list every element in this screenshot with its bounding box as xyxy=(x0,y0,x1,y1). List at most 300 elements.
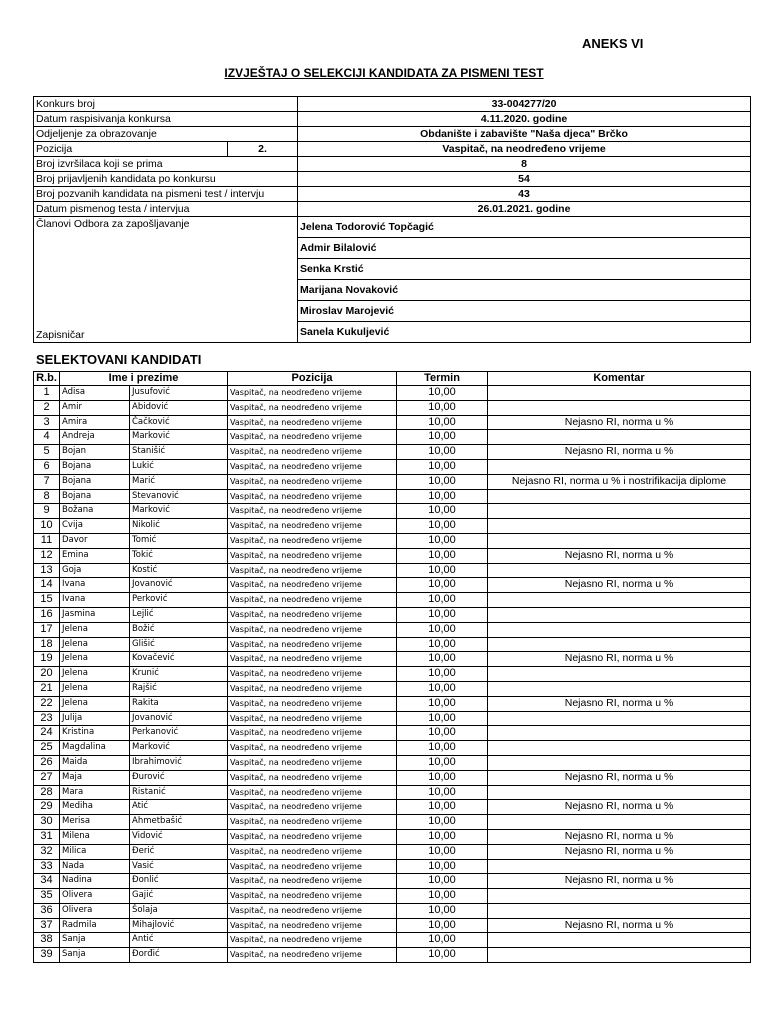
info-row xyxy=(34,202,751,217)
last-name: Mihajlović xyxy=(130,918,228,933)
row-number: 18 xyxy=(34,637,60,652)
termin-cell: 10,00 xyxy=(397,755,488,770)
comment-cell: Nejasno RI, norma u % xyxy=(488,829,751,844)
info-label: Datum raspisivanja konkursa xyxy=(34,112,298,127)
last-name: Božić xyxy=(130,622,228,637)
row-number: 1 xyxy=(34,386,60,401)
first-name: Amira xyxy=(60,415,130,430)
last-name: Marković xyxy=(130,504,228,519)
row-number: 26 xyxy=(34,755,60,770)
info-row xyxy=(34,112,751,127)
info-label: Broj prijavljenih kandidata po konkursu xyxy=(34,172,298,187)
first-name: Maida xyxy=(60,755,130,770)
annex-label: ANEKS VI xyxy=(582,36,644,51)
comment-cell xyxy=(488,755,751,770)
last-name: Kovačević xyxy=(130,652,228,667)
position-cell: Vaspitač, na neodređeno vrijeme xyxy=(228,445,397,460)
row-number: 27 xyxy=(34,770,60,785)
candidates-table xyxy=(33,371,751,963)
last-name: Marković xyxy=(130,741,228,756)
competition-info-table xyxy=(33,96,751,343)
table-row xyxy=(34,889,751,904)
comment-cell xyxy=(488,519,751,534)
last-name: Rakita xyxy=(130,696,228,711)
info-value: Vaspitač, na neodređeno vrijeme xyxy=(298,142,751,157)
termin-cell: 10,00 xyxy=(397,770,488,785)
first-name: Andreja xyxy=(60,430,130,445)
table-row xyxy=(34,933,751,948)
last-name: Jovanović xyxy=(130,578,228,593)
comment-cell: Nejasno RI, norma u % xyxy=(488,445,751,460)
table-row xyxy=(34,563,751,578)
termin-cell: 10,00 xyxy=(397,489,488,504)
position-cell: Vaspitač, na neodređeno vrijeme xyxy=(228,755,397,770)
comment-cell: Nejasno RI, norma u % xyxy=(488,844,751,859)
table-row xyxy=(34,696,751,711)
table-row xyxy=(34,844,751,859)
last-name: Tomić xyxy=(130,533,228,548)
info-value: 43 xyxy=(298,187,751,202)
position-cell: Vaspitač, na neodređeno vrijeme xyxy=(228,948,397,963)
termin-cell: 10,00 xyxy=(397,504,488,519)
first-name: Jelena xyxy=(60,637,130,652)
comment-cell xyxy=(488,667,751,682)
table-row xyxy=(34,430,751,445)
first-name: Jasmina xyxy=(60,607,130,622)
position-cell: Vaspitač, na neodređeno vrijeme xyxy=(228,889,397,904)
last-name: Đorđić xyxy=(130,948,228,963)
first-name: Nadina xyxy=(60,874,130,889)
info-label: Konkurs broj xyxy=(34,97,298,112)
termin-cell: 10,00 xyxy=(397,726,488,741)
position-cell: Vaspitač, na neodređeno vrijeme xyxy=(228,874,397,889)
last-name: Stanišić xyxy=(130,445,228,460)
table-row xyxy=(34,667,751,682)
position-cell: Vaspitač, na neodređeno vrijeme xyxy=(228,519,397,534)
first-name: Maja xyxy=(60,770,130,785)
first-name: Nada xyxy=(60,859,130,874)
position-cell: Vaspitač, na neodređeno vrijeme xyxy=(228,859,397,874)
position-cell: Vaspitač, na neodređeno vrijeme xyxy=(228,815,397,830)
table-row xyxy=(34,637,751,652)
table-row xyxy=(34,918,751,933)
comment-cell xyxy=(488,607,751,622)
position-cell: Vaspitač, na neodređeno vrijeme xyxy=(228,607,397,622)
table-row xyxy=(34,785,751,800)
first-name: Ivana xyxy=(60,593,130,608)
termin-cell: 10,00 xyxy=(397,548,488,563)
last-name: Marković xyxy=(130,430,228,445)
comment-cell xyxy=(488,726,751,741)
termin-cell: 10,00 xyxy=(397,622,488,637)
comment-cell xyxy=(488,681,751,696)
table-row xyxy=(34,459,751,474)
comment-cell xyxy=(488,593,751,608)
first-name: Emina xyxy=(60,548,130,563)
info-value: 4.11.2020. godine xyxy=(298,112,751,127)
position-cell: Vaspitač, na neodređeno vrijeme xyxy=(228,800,397,815)
row-number: 24 xyxy=(34,726,60,741)
first-name: Goja xyxy=(60,563,130,578)
row-number: 12 xyxy=(34,548,60,563)
table-row xyxy=(34,533,751,548)
comment-cell: Nejasno RI, norma u % xyxy=(488,652,751,667)
last-name: Glišić xyxy=(130,637,228,652)
first-name: Bojana xyxy=(60,459,130,474)
recorder-label: Zapisničar xyxy=(34,322,298,343)
termin-cell: 10,00 xyxy=(397,844,488,859)
position-cell: Vaspitač, na neodređeno vrijeme xyxy=(228,726,397,741)
table-row xyxy=(34,622,751,637)
comment-cell xyxy=(488,504,751,519)
info-row xyxy=(34,172,751,187)
termin-cell: 10,00 xyxy=(397,696,488,711)
table-row xyxy=(34,903,751,918)
table-row xyxy=(34,445,751,460)
first-name: Magdalina xyxy=(60,741,130,756)
termin-cell: 10,00 xyxy=(397,874,488,889)
row-number: 14 xyxy=(34,578,60,593)
table-row xyxy=(34,948,751,963)
last-name: Đerić xyxy=(130,844,228,859)
last-name: Perković xyxy=(130,593,228,608)
position-number: 2. xyxy=(228,142,298,157)
info-value: Obdanište i zabavište "Naša djeca" Brčko xyxy=(298,127,751,142)
comment-cell xyxy=(488,815,751,830)
row-number: 9 xyxy=(34,504,60,519)
table-row xyxy=(34,829,751,844)
table-row xyxy=(34,815,751,830)
table-row xyxy=(34,711,751,726)
table-row xyxy=(34,800,751,815)
info-label: Odjeljenje za obrazovanje xyxy=(34,127,298,142)
first-name: Sanja xyxy=(60,933,130,948)
row-number: 11 xyxy=(34,533,60,548)
first-name: Jelena xyxy=(60,622,130,637)
first-name: Jelena xyxy=(60,681,130,696)
termin-cell: 10,00 xyxy=(397,785,488,800)
comment-cell xyxy=(488,889,751,904)
position-cell: Vaspitač, na neodređeno vrijeme xyxy=(228,770,397,785)
info-row xyxy=(34,127,751,142)
committee-label: Članovi Odbora za zapošljavanje xyxy=(34,217,298,322)
first-name: Jelena xyxy=(60,696,130,711)
row-number: 29 xyxy=(34,800,60,815)
row-number: 4 xyxy=(34,430,60,445)
last-name: Abidović xyxy=(130,400,228,415)
termin-cell: 10,00 xyxy=(397,607,488,622)
position-cell: Vaspitač, na neodređeno vrijeme xyxy=(228,667,397,682)
first-name: Bojana xyxy=(60,474,130,489)
first-name: Amir xyxy=(60,400,130,415)
comment-cell xyxy=(488,533,751,548)
comment-cell xyxy=(488,489,751,504)
position-cell: Vaspitač, na neodređeno vrijeme xyxy=(228,741,397,756)
row-number: 22 xyxy=(34,696,60,711)
termin-cell: 10,00 xyxy=(397,563,488,578)
table-row xyxy=(34,755,751,770)
termin-cell: 10,00 xyxy=(397,533,488,548)
recorder-row xyxy=(34,322,751,343)
termin-cell: 10,00 xyxy=(397,637,488,652)
position-cell: Vaspitač, na neodređeno vrijeme xyxy=(228,504,397,519)
first-name: Sanja xyxy=(60,948,130,963)
first-name: Milena xyxy=(60,829,130,844)
termin-cell: 10,00 xyxy=(397,430,488,445)
table-row xyxy=(34,859,751,874)
row-number: 8 xyxy=(34,489,60,504)
position-cell: Vaspitač, na neodređeno vrijeme xyxy=(228,430,397,445)
termin-cell: 10,00 xyxy=(397,800,488,815)
position-cell: Vaspitač, na neodređeno vrijeme xyxy=(228,578,397,593)
comment-cell: Nejasno RI, norma u % xyxy=(488,874,751,889)
first-name: Cvija xyxy=(60,519,130,534)
row-number: 15 xyxy=(34,593,60,608)
info-value: 54 xyxy=(298,172,751,187)
row-number: 17 xyxy=(34,622,60,637)
table-row xyxy=(34,681,751,696)
termin-cell: 10,00 xyxy=(397,829,488,844)
termin-cell: 10,00 xyxy=(397,681,488,696)
termin-cell: 10,00 xyxy=(397,741,488,756)
first-name: Bojan xyxy=(60,445,130,460)
last-name: Krunić xyxy=(130,667,228,682)
candidates-body xyxy=(34,386,751,963)
row-number: 13 xyxy=(34,563,60,578)
last-name: Nikolić xyxy=(130,519,228,534)
position-cell: Vaspitač, na neodređeno vrijeme xyxy=(228,844,397,859)
table-header-row xyxy=(34,372,751,386)
info-label: Pozicija xyxy=(34,142,228,157)
row-number: 37 xyxy=(34,918,60,933)
table-row xyxy=(34,741,751,756)
position-cell: Vaspitač, na neodređeno vrijeme xyxy=(228,829,397,844)
termin-cell: 10,00 xyxy=(397,859,488,874)
last-name: Ahmetbašić xyxy=(130,815,228,830)
first-name: Jelena xyxy=(60,667,130,682)
termin-cell: 10,00 xyxy=(397,667,488,682)
comment-cell xyxy=(488,430,751,445)
row-number: 31 xyxy=(34,829,60,844)
member-row xyxy=(34,217,751,238)
row-number: 3 xyxy=(34,415,60,430)
comment-cell: Nejasno RI, norma u % xyxy=(488,548,751,563)
first-name: Jelena xyxy=(60,652,130,667)
table-row xyxy=(34,607,751,622)
committee-member: Senka Krstić xyxy=(298,259,751,280)
first-name: Ivana xyxy=(60,578,130,593)
info-value: 26.01.2021. godine xyxy=(298,202,751,217)
row-number: 25 xyxy=(34,741,60,756)
table-row xyxy=(34,548,751,563)
row-number: 28 xyxy=(34,785,60,800)
comment-cell: Nejasno RI, norma u % xyxy=(488,415,751,430)
info-label: Broj izvršilaca koji se prima xyxy=(34,157,298,172)
comment-cell: Nejasno RI, norma u % xyxy=(488,770,751,785)
comment-cell xyxy=(488,711,751,726)
position-cell: Vaspitač, na neodređeno vrijeme xyxy=(228,903,397,918)
comment-cell xyxy=(488,637,751,652)
comment-cell: Nejasno RI, norma u % xyxy=(488,918,751,933)
table-row xyxy=(34,593,751,608)
position-cell: Vaspitač, na neodređeno vrijeme xyxy=(228,386,397,401)
info-value: 8 xyxy=(298,157,751,172)
position-cell: Vaspitač, na neodređeno vrijeme xyxy=(228,785,397,800)
table-row xyxy=(34,474,751,489)
last-name: Stevanović xyxy=(130,489,228,504)
row-number: 39 xyxy=(34,948,60,963)
row-number: 2 xyxy=(34,400,60,415)
comment-cell xyxy=(488,903,751,918)
last-name: Kostić xyxy=(130,563,228,578)
first-name: Božana xyxy=(60,504,130,519)
termin-cell: 10,00 xyxy=(397,815,488,830)
table-row xyxy=(34,489,751,504)
termin-cell: 10,00 xyxy=(397,519,488,534)
termin-cell: 10,00 xyxy=(397,933,488,948)
termin-cell: 10,00 xyxy=(397,578,488,593)
row-number: 19 xyxy=(34,652,60,667)
comment-cell xyxy=(488,933,751,948)
termin-cell: 10,00 xyxy=(397,386,488,401)
position-cell: Vaspitač, na neodređeno vrijeme xyxy=(228,548,397,563)
last-name: Jusufović xyxy=(130,386,228,401)
table-row xyxy=(34,415,751,430)
comment-cell xyxy=(488,400,751,415)
first-name: Mara xyxy=(60,785,130,800)
comment-cell xyxy=(488,741,751,756)
row-number: 33 xyxy=(34,859,60,874)
first-name: Milica xyxy=(60,844,130,859)
selected-candidates-heading: SELEKTOVANI KANDIDATI xyxy=(36,352,202,367)
committee-member: Admir Bilalović xyxy=(298,238,751,259)
last-name: Lejlić xyxy=(130,607,228,622)
committee-member: Miroslav Marojević xyxy=(298,301,751,322)
committee-member: Jelena Todorović Topčagić xyxy=(298,217,751,238)
termin-cell: 10,00 xyxy=(397,415,488,430)
row-number: 7 xyxy=(34,474,60,489)
last-name: Šolaja xyxy=(130,903,228,918)
last-name: Tokić xyxy=(130,548,228,563)
position-cell: Vaspitač, na neodređeno vrijeme xyxy=(228,489,397,504)
table-row xyxy=(34,504,751,519)
position-cell: Vaspitač, na neodređeno vrijeme xyxy=(228,652,397,667)
comment-cell: Nejasno RI, norma u % i nostrifikacija diplome xyxy=(488,474,751,489)
last-name: Perkanović xyxy=(130,726,228,741)
termin-cell: 10,00 xyxy=(397,400,488,415)
termin-cell: 10,00 xyxy=(397,918,488,933)
row-number: 16 xyxy=(34,607,60,622)
table-row xyxy=(34,519,751,534)
last-name: Lukić xyxy=(130,459,228,474)
last-name: Ristanić xyxy=(130,785,228,800)
first-name: Julija xyxy=(60,711,130,726)
last-name: Đurović xyxy=(130,770,228,785)
position-cell: Vaspitač, na neodređeno vrijeme xyxy=(228,563,397,578)
last-name: Marić xyxy=(130,474,228,489)
termin-cell: 10,00 xyxy=(397,889,488,904)
first-name: Radmila xyxy=(60,918,130,933)
table-row xyxy=(34,386,751,401)
table-row xyxy=(34,726,751,741)
termin-cell: 10,00 xyxy=(397,652,488,667)
last-name: Gajić xyxy=(130,889,228,904)
col-comment: Komentar xyxy=(488,372,751,386)
last-name: Vidović xyxy=(130,829,228,844)
row-number: 5 xyxy=(34,445,60,460)
position-cell: Vaspitač, na neodređeno vrijeme xyxy=(228,400,397,415)
position-cell: Vaspitač, na neodređeno vrijeme xyxy=(228,622,397,637)
row-number: 20 xyxy=(34,667,60,682)
comment-cell xyxy=(488,386,751,401)
first-name: Bojana xyxy=(60,489,130,504)
position-cell: Vaspitač, na neodređeno vrijeme xyxy=(228,415,397,430)
table-row xyxy=(34,578,751,593)
row-number: 38 xyxy=(34,933,60,948)
last-name: Vasić xyxy=(130,859,228,874)
table-row xyxy=(34,874,751,889)
position-cell: Vaspitač, na neodređeno vrijeme xyxy=(228,696,397,711)
position-cell: Vaspitač, na neodređeno vrijeme xyxy=(228,459,397,474)
position-cell: Vaspitač, na neodređeno vrijeme xyxy=(228,474,397,489)
info-row xyxy=(34,157,751,172)
col-name: Ime i prezime xyxy=(60,372,228,386)
last-name: Đonlić xyxy=(130,874,228,889)
info-label: Broj pozvanih kandidata na pismeni test / intervju xyxy=(34,187,298,202)
position-cell: Vaspitač, na neodređeno vrijeme xyxy=(228,637,397,652)
comment-cell: Nejasno RI, norma u % xyxy=(488,578,751,593)
last-name: Antić xyxy=(130,933,228,948)
first-name: Olivera xyxy=(60,903,130,918)
position-cell: Vaspitač, na neodređeno vrijeme xyxy=(228,593,397,608)
first-name: Kristina xyxy=(60,726,130,741)
termin-cell: 10,00 xyxy=(397,459,488,474)
termin-cell: 10,00 xyxy=(397,445,488,460)
position-cell: Vaspitač, na neodređeno vrijeme xyxy=(228,681,397,696)
last-name: Čačković xyxy=(130,415,228,430)
info-label: Datum pismenog testa / intervjua xyxy=(34,202,298,217)
committee-member: Marijana Novaković xyxy=(298,280,751,301)
last-name: Jovanović xyxy=(130,711,228,726)
termin-cell: 10,00 xyxy=(397,903,488,918)
termin-cell: 10,00 xyxy=(397,593,488,608)
row-number: 21 xyxy=(34,681,60,696)
position-cell: Vaspitač, na neodređeno vrijeme xyxy=(228,933,397,948)
comment-cell xyxy=(488,948,751,963)
row-number: 34 xyxy=(34,874,60,889)
last-name: Atić xyxy=(130,800,228,815)
last-name: Ibrahimović xyxy=(130,755,228,770)
col-termin: Termin xyxy=(397,372,488,386)
position-cell: Vaspitač, na neodređeno vrijeme xyxy=(228,533,397,548)
comment-cell xyxy=(488,622,751,637)
info-row xyxy=(34,142,751,157)
termin-cell: 10,00 xyxy=(397,474,488,489)
first-name: Merisa xyxy=(60,815,130,830)
row-number: 36 xyxy=(34,903,60,918)
first-name: Mediha xyxy=(60,800,130,815)
row-number: 10 xyxy=(34,519,60,534)
last-name: Rajšić xyxy=(130,681,228,696)
table-row xyxy=(34,652,751,667)
col-rb: R.b. xyxy=(34,372,60,386)
col-position: Pozicija xyxy=(228,372,397,386)
first-name: Adisa xyxy=(60,386,130,401)
first-name: Olivera xyxy=(60,889,130,904)
table-row xyxy=(34,770,751,785)
row-number: 6 xyxy=(34,459,60,474)
row-number: 23 xyxy=(34,711,60,726)
